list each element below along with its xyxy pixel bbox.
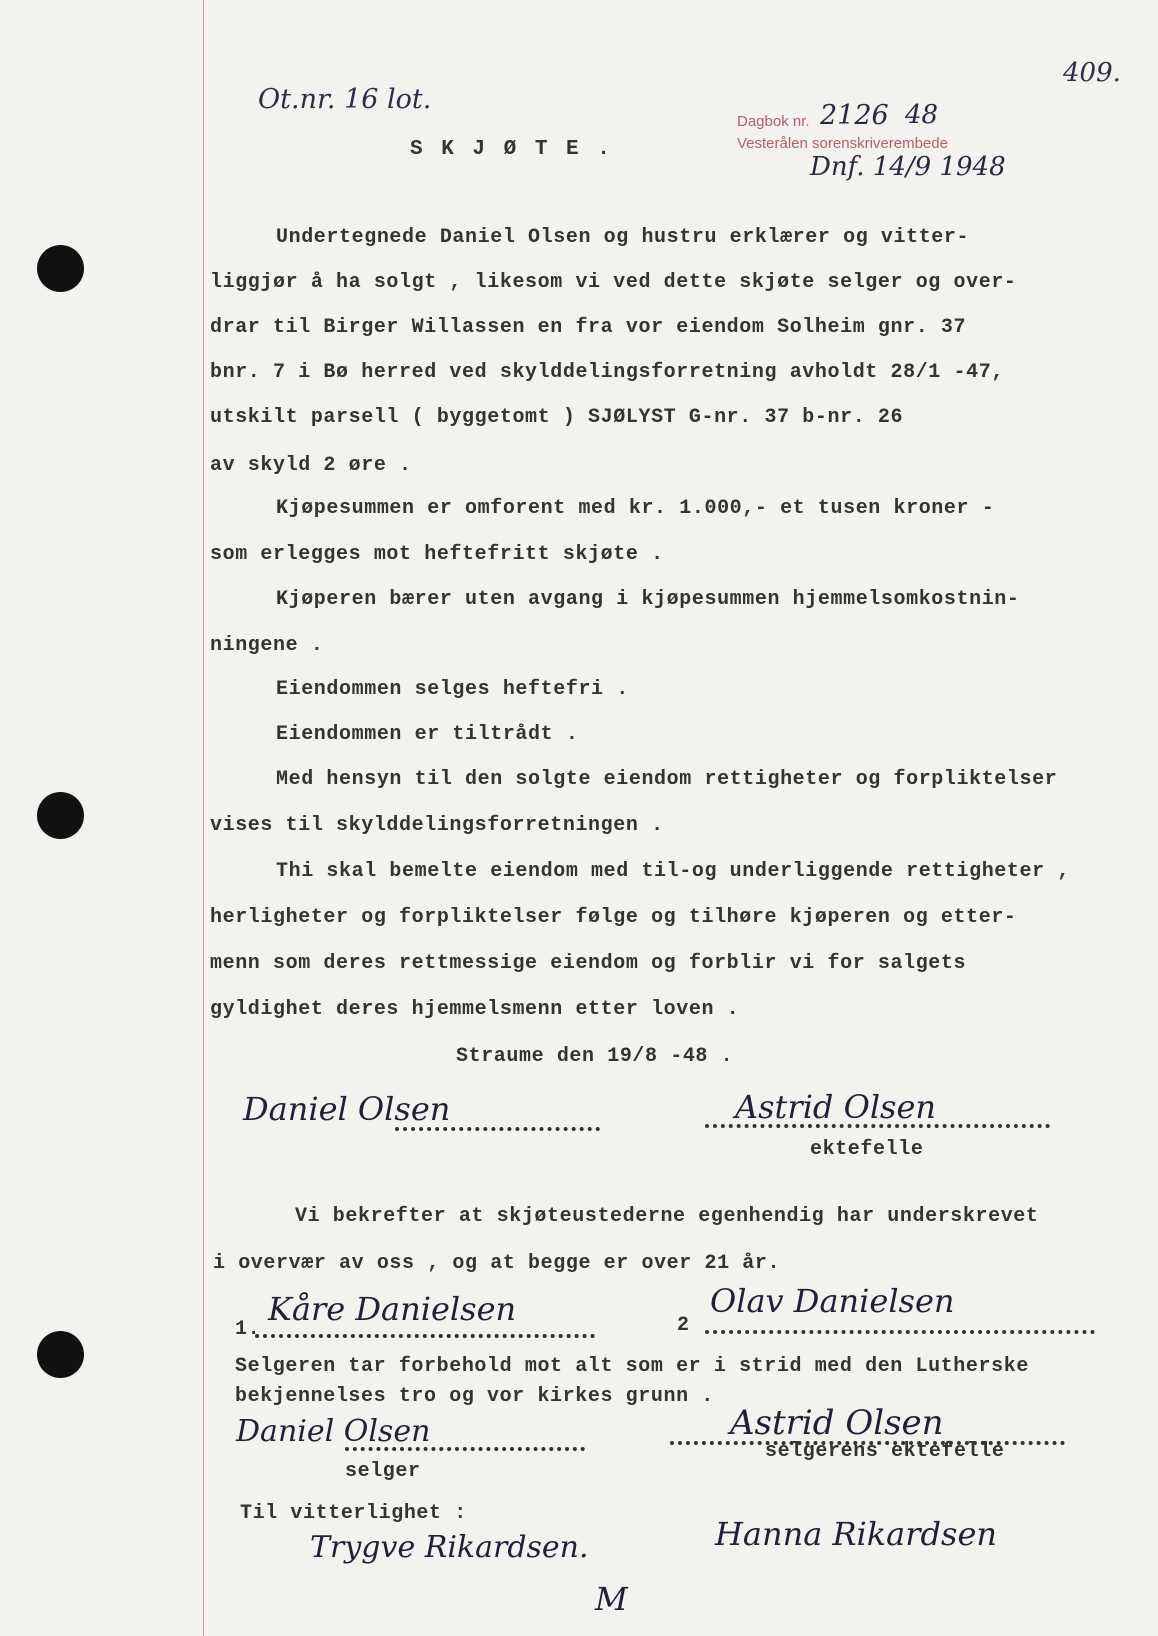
body-line: av skyld 2 øre . (210, 454, 412, 477)
signature-line (345, 1447, 585, 1451)
body-line: Eiendommen er tiltrådt . (276, 723, 579, 746)
stamp-year: 48 (905, 100, 939, 130)
spouse-signature: Astrid Olsen (730, 1403, 944, 1443)
seller-label: selger (345, 1460, 421, 1483)
attest-witness-signature: Hanna Rikardsen (715, 1515, 997, 1553)
punch-hole (37, 1331, 84, 1378)
body-line: drar til Birger Willassen en fra vor eiendom Solheim gnr. 37 (210, 316, 967, 339)
initials: M (595, 1580, 628, 1618)
statement-line: i overvær av oss , og at begge er over 21 år. (213, 1252, 781, 1275)
body-line: Undertegnede Daniel Olsen og hustru erklærer og vitter- (276, 226, 970, 249)
page-number: 409. (1063, 58, 1121, 88)
statement-line: Vi bekrefter at skjøteustederne egenhendig har underskrevet (295, 1205, 1039, 1228)
spouse-label: selgerens ektefelle (765, 1440, 1005, 1463)
attest-label: Til vitterlighet : (240, 1502, 467, 1525)
body-line: som erlegges mot heftefritt skjøte . (210, 543, 664, 566)
body-line: bnr. 7 i Bø herred ved skylddelingsforretning avholdt 28/1 -47, (210, 361, 1004, 384)
body-line: gyldighet deres hjemmelsmenn etter loven . (210, 998, 740, 1021)
witness-signature: Olav Danielsen (710, 1282, 955, 1320)
signature-line (395, 1127, 600, 1131)
body-line: herligheter og forpliktelser følge og tilhøre kjøperen og etter- (210, 906, 1017, 929)
seller-signature: Daniel Olsen (243, 1090, 451, 1128)
body-line: menn som deres rettmessige eiendom og forblir vi for salgets (210, 952, 967, 975)
reservation-line: Selgeren tar forbehold mot alt som er i strid med den Lutherske (235, 1355, 1029, 1378)
margin-note: Ot.nr. 16 lot. (258, 84, 432, 115)
punch-hole (37, 245, 84, 292)
spouse-label: ektefelle (810, 1138, 924, 1161)
body-line: Thi skal bemelte eiendom med til-og underliggende rettigheter , (276, 860, 1070, 883)
body-line: Kjøperen bærer uten avgang i kjøpesummen hjemmelsomkostnin- (276, 588, 1020, 611)
place-date: Straume den 19/8 -48 . (456, 1045, 734, 1068)
seller-signature: Daniel Olsen (236, 1414, 431, 1449)
signature-line (705, 1124, 1050, 1128)
witness-signature: Kåre Danielsen (268, 1290, 517, 1328)
attest-witness-signature: Trygve Rikardsen. (310, 1530, 589, 1565)
body-line: utskilt parsell ( byggetomt ) SJØLYST G-nr. 37 b-nr. 26 (210, 406, 904, 429)
spouse-signature: Astrid Olsen (735, 1088, 937, 1126)
body-line: Kjøpesummen er omforent med kr. 1.000,- et tusen kroner - (276, 497, 995, 520)
document-title: S K J Ø T E . (410, 138, 613, 161)
margin-rule (203, 0, 204, 1636)
reservation-line: bekjennelses tro og vor kirkes grunn . (235, 1385, 714, 1408)
body-line: Eiendommen selges heftefri . (276, 678, 629, 701)
body-line: ningene . (210, 634, 324, 657)
stamp-label: Dagbok nr. (737, 113, 810, 130)
witness-number: 2 (677, 1314, 690, 1337)
signature-line (705, 1330, 1095, 1334)
witness-number: 1. (235, 1318, 261, 1341)
stamp-number: 2126 (820, 100, 889, 131)
body-line: Med hensyn til den solgte eiendom rettigheter og forpliktelser (276, 768, 1058, 791)
stamp-office: Vesterålen sorenskriverembede (737, 135, 948, 152)
body-line: liggjør å ha solgt , likesom vi ved dette skjøte selger og over- (210, 271, 1017, 294)
body-line: vises til skylddelingsforretningen . (210, 814, 664, 837)
punch-hole (37, 792, 84, 839)
stamp-date: Dnf. 14/9 1948 (810, 152, 1006, 182)
signature-line (255, 1334, 595, 1338)
